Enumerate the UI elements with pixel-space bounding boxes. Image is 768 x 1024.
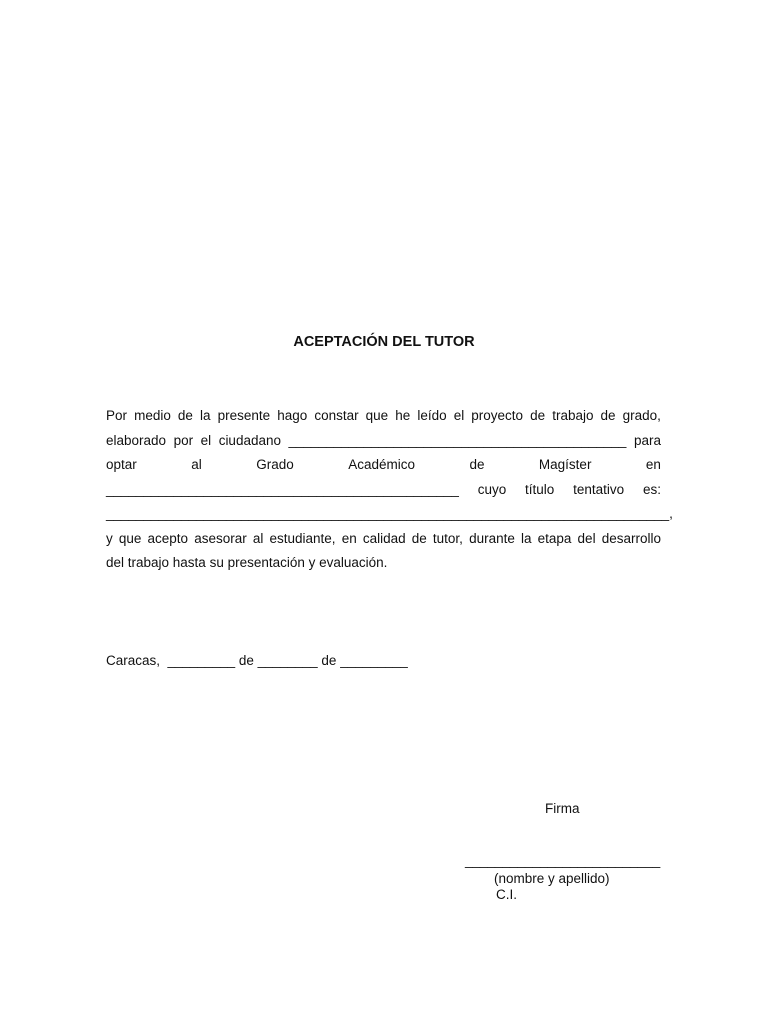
paragraph-word: estudiante, bbox=[269, 531, 336, 546]
signature-label: Firma bbox=[545, 801, 580, 816]
paragraph-line-1 bbox=[106, 408, 661, 424]
paragraph-word: que bbox=[365, 408, 389, 423]
paragraph-word: calidad bbox=[362, 531, 406, 546]
paragraph-word: medio bbox=[134, 408, 171, 423]
paragraph-word: leído bbox=[417, 408, 447, 423]
paragraph-word: Magíster bbox=[538, 457, 592, 472]
paragraph-word: de bbox=[469, 457, 485, 472]
paragraph-line-6 bbox=[106, 531, 661, 547]
paragraph-word: acepto bbox=[147, 531, 189, 546]
paragraph-word: de bbox=[177, 408, 193, 423]
paragraph-word: Grado bbox=[256, 457, 294, 472]
paragraph-word: etapa bbox=[537, 531, 572, 546]
paragraph-line-7-text: del trabajo hasta su presentación y evaluación. bbox=[106, 555, 388, 570]
paragraph-word: hago bbox=[277, 408, 308, 423]
paragraph-word: al bbox=[191, 457, 202, 472]
paragraph-word: del bbox=[577, 531, 596, 546]
paragraph-word: y bbox=[106, 531, 113, 546]
paragraph-word: que bbox=[118, 531, 142, 546]
paragraph-word: de bbox=[411, 531, 427, 546]
signer-id-label: C.I. bbox=[496, 887, 518, 902]
paragraph-word: tutor, bbox=[432, 531, 463, 546]
paragraph-word: ciudadano bbox=[218, 433, 281, 448]
paragraph-word: desarrollo bbox=[601, 531, 661, 546]
paragraph-line-2 bbox=[106, 433, 661, 449]
paragraph-word: título bbox=[525, 482, 555, 497]
paragraph-word: al bbox=[252, 531, 264, 546]
paragraph-word: cuyo bbox=[477, 482, 507, 497]
signature-line: __________________________ bbox=[465, 853, 661, 868]
paragraph-line-3 bbox=[106, 457, 661, 473]
paragraph-word: presente bbox=[217, 408, 271, 423]
paragraph-word: durante bbox=[469, 531, 515, 546]
paragraph-word: trabajo bbox=[552, 408, 594, 423]
paragraph-word: ___________________________________________________________________________, bbox=[106, 506, 673, 521]
paragraph-word: para bbox=[633, 433, 661, 448]
paragraph-word: el bbox=[453, 408, 465, 423]
document-title: ACEPTACIÓN DEL TUTOR bbox=[293, 334, 475, 350]
paragraph-line-5 bbox=[106, 506, 673, 522]
date-line: Caracas, _________ de ________ de _________ bbox=[106, 653, 408, 668]
paragraph-word: el bbox=[200, 433, 212, 448]
paragraph-word: _____________________________________________ bbox=[288, 433, 627, 448]
paragraph-word: elaborado bbox=[106, 433, 167, 448]
paragraph-word: de bbox=[530, 408, 546, 423]
signer-name-label: (nombre y apellido) bbox=[494, 871, 610, 886]
paragraph-line-7 bbox=[106, 555, 661, 571]
paragraph-word: optar bbox=[106, 457, 137, 472]
paragraph-word: _______________________________________________ bbox=[106, 482, 459, 497]
paragraph-word: en bbox=[645, 457, 661, 472]
paragraph-word: he bbox=[395, 408, 411, 423]
paragraph-word: tentativo bbox=[573, 482, 625, 497]
paragraph-word: en bbox=[341, 531, 357, 546]
paragraph-word: la bbox=[200, 408, 211, 423]
paragraph-line-4 bbox=[106, 482, 661, 498]
paragraph-word: Académico bbox=[348, 457, 415, 472]
paragraph-word: es: bbox=[642, 482, 661, 497]
paragraph-word: de bbox=[600, 408, 616, 423]
paragraph-word: Por bbox=[106, 408, 128, 423]
paragraph-word: la bbox=[520, 531, 532, 546]
paragraph-word: proyecto bbox=[471, 408, 524, 423]
paragraph-word: por bbox=[173, 433, 194, 448]
paragraph-word: grado, bbox=[622, 408, 661, 423]
paragraph-word: asesorar bbox=[194, 531, 247, 546]
paragraph-word: constar bbox=[314, 408, 359, 423]
